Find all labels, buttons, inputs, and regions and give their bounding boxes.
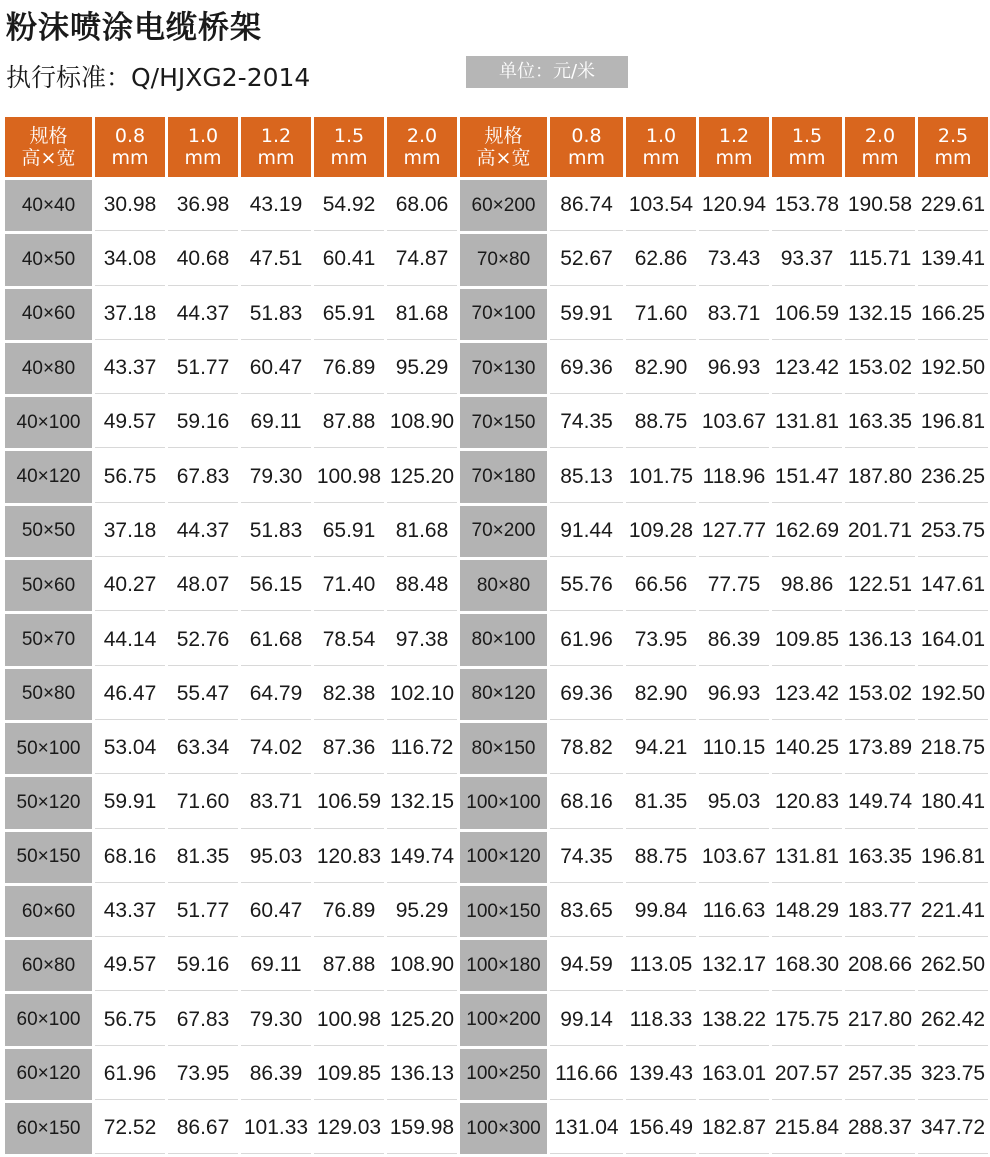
- price-cell: 77.75: [699, 560, 769, 611]
- column-header-line1: 1.0: [187, 125, 219, 147]
- column-header-line2: mm: [111, 147, 149, 169]
- table-row: [5, 669, 988, 720]
- price-cell: 73.95: [626, 614, 696, 665]
- spec-cell: 50×60: [5, 560, 92, 611]
- price-cell: 163.35: [845, 832, 915, 883]
- price-cell: 113.05: [626, 940, 696, 991]
- price-cell: 71.60: [168, 777, 238, 828]
- price-cell: 59.91: [95, 777, 165, 828]
- price-cell: 88.75: [626, 832, 696, 883]
- column-header-line1: 2.0: [406, 125, 438, 147]
- price-cell: 36.98: [168, 180, 238, 231]
- price-cell: 61.96: [550, 614, 623, 665]
- price-cell: 37.18: [95, 506, 165, 557]
- price-cell: 68.16: [550, 777, 623, 828]
- price-cell: 51.77: [168, 343, 238, 394]
- price-cell: 51.83: [241, 506, 311, 557]
- price-cell: 125.20: [387, 994, 457, 1045]
- price-cell: 159.98: [387, 1103, 457, 1154]
- table-row: [5, 180, 988, 231]
- table-header-row: [5, 117, 988, 177]
- standard-label: 执行标准：Q/HJXG2-2014: [6, 63, 311, 92]
- price-cell: 95.03: [699, 777, 769, 828]
- column-header-thickness: [387, 117, 457, 177]
- price-cell: 201.71: [845, 506, 915, 557]
- spec-cell: 80×120: [460, 669, 547, 720]
- column-header-line2: mm: [403, 147, 441, 169]
- price-cell: 72.52: [95, 1103, 165, 1154]
- price-cell: 86.74: [550, 180, 623, 231]
- spec-cell: 70×200: [460, 506, 547, 557]
- price-cell: 51.77: [168, 886, 238, 937]
- price-cell: 156.49: [626, 1103, 696, 1154]
- price-cell: 215.84: [772, 1103, 842, 1154]
- spec-cell: 60×60: [5, 886, 92, 937]
- price-cell: 110.15: [699, 723, 769, 774]
- price-cell: 96.93: [699, 669, 769, 720]
- price-cell: 207.57: [772, 1049, 842, 1100]
- price-cell: 183.77: [845, 886, 915, 937]
- price-cell: 129.03: [314, 1103, 384, 1154]
- price-cell: 46.47: [95, 669, 165, 720]
- column-header-line1: 1.5: [333, 125, 365, 147]
- price-cell: 83.71: [699, 289, 769, 340]
- price-cell: 131.04: [550, 1103, 623, 1154]
- price-cell: 120.83: [772, 777, 842, 828]
- price-cell: 151.47: [772, 451, 842, 502]
- price-cell: 123.42: [772, 343, 842, 394]
- price-cell: 173.89: [845, 723, 915, 774]
- column-header-thickness: [772, 117, 842, 177]
- column-header-thickness: [241, 117, 311, 177]
- price-cell: 67.83: [168, 451, 238, 502]
- spec-cell: 100×250: [460, 1049, 547, 1100]
- table-body: [5, 180, 988, 1154]
- price-cell: 140.25: [772, 723, 842, 774]
- price-cell: 43.37: [95, 886, 165, 937]
- price-table: [2, 114, 990, 1157]
- price-cell: 40.27: [95, 560, 165, 611]
- column-header-line1: 1.5: [791, 125, 823, 147]
- price-cell: 71.60: [626, 289, 696, 340]
- price-cell: 138.22: [699, 994, 769, 1045]
- price-cell: 149.74: [845, 777, 915, 828]
- price-cell: 76.89: [314, 886, 384, 937]
- price-cell: 187.80: [845, 451, 915, 502]
- spec-cell: 60×200: [460, 180, 547, 231]
- price-cell: 109.85: [314, 1049, 384, 1100]
- price-cell: 59.16: [168, 397, 238, 448]
- price-cell: 132.15: [845, 289, 915, 340]
- price-cell: 164.01: [918, 614, 988, 665]
- column-header-spec: [5, 117, 92, 177]
- price-cell: 94.59: [550, 940, 623, 991]
- table-row: [5, 777, 988, 828]
- column-header-line2: mm: [715, 147, 753, 169]
- price-cell: 109.85: [772, 614, 842, 665]
- price-cell: 51.83: [241, 289, 311, 340]
- price-cell: 64.79: [241, 669, 311, 720]
- price-cell: 47.51: [241, 234, 311, 285]
- column-header-thickness: [168, 117, 238, 177]
- price-cell: 87.88: [314, 940, 384, 991]
- price-cell: 69.11: [241, 397, 311, 448]
- spec-cell: 40×120: [5, 451, 92, 502]
- table-row: [5, 832, 988, 883]
- price-cell: 106.59: [314, 777, 384, 828]
- price-cell: 34.08: [95, 234, 165, 285]
- price-cell: 53.04: [95, 723, 165, 774]
- price-cell: 229.61: [918, 180, 988, 231]
- price-cell: 65.91: [314, 289, 384, 340]
- price-cell: 123.42: [772, 669, 842, 720]
- price-cell: 106.59: [772, 289, 842, 340]
- price-cell: 81.68: [387, 289, 457, 340]
- price-cell: 116.72: [387, 723, 457, 774]
- price-cell: 163.35: [845, 397, 915, 448]
- column-header-line1: 0.8: [114, 125, 146, 147]
- price-cell: 37.18: [95, 289, 165, 340]
- page-title: 粉沫喷涂电缆桥架: [6, 10, 262, 46]
- price-cell: 116.66: [550, 1049, 623, 1100]
- price-cell: 115.71: [845, 234, 915, 285]
- column-header-thickness: [95, 117, 165, 177]
- price-cell: 131.81: [772, 832, 842, 883]
- price-cell: 54.92: [314, 180, 384, 231]
- price-cell: 86.67: [168, 1103, 238, 1154]
- price-cell: 95.29: [387, 343, 457, 394]
- price-cell: 118.96: [699, 451, 769, 502]
- column-header-line1: 2.5: [937, 125, 969, 147]
- table-row: [5, 234, 988, 285]
- price-cell: 125.20: [387, 451, 457, 502]
- price-cell: 190.58: [845, 180, 915, 231]
- price-cell: 56.75: [95, 994, 165, 1045]
- price-cell: 139.43: [626, 1049, 696, 1100]
- price-cell: 44.37: [168, 289, 238, 340]
- price-cell: 81.35: [168, 832, 238, 883]
- price-cell: 101.75: [626, 451, 696, 502]
- table-row: [5, 1049, 988, 1100]
- price-cell: 87.36: [314, 723, 384, 774]
- spec-cell: 70×180: [460, 451, 547, 502]
- price-cell: 162.69: [772, 506, 842, 557]
- price-cell: 87.88: [314, 397, 384, 448]
- price-cell: 148.29: [772, 886, 842, 937]
- column-header-line2: mm: [788, 147, 826, 169]
- price-cell: 323.75: [918, 1049, 988, 1100]
- price-cell: 91.44: [550, 506, 623, 557]
- price-cell: 30.98: [95, 180, 165, 231]
- price-cell: 62.86: [626, 234, 696, 285]
- price-cell: 73.95: [168, 1049, 238, 1100]
- price-cell: 95.29: [387, 886, 457, 937]
- column-header-thickness: [699, 117, 769, 177]
- spec-cell: 40×40: [5, 180, 92, 231]
- price-cell: 48.07: [168, 560, 238, 611]
- price-cell: 63.34: [168, 723, 238, 774]
- spec-cell: 40×80: [5, 343, 92, 394]
- column-header-line2: mm: [330, 147, 368, 169]
- spec-cell: 60×100: [5, 994, 92, 1045]
- price-cell: 86.39: [699, 614, 769, 665]
- price-cell: 74.02: [241, 723, 311, 774]
- price-cell: 86.39: [241, 1049, 311, 1100]
- price-cell: 122.51: [845, 560, 915, 611]
- price-table-container: [2, 114, 988, 1157]
- price-cell: 102.10: [387, 669, 457, 720]
- price-cell: 208.66: [845, 940, 915, 991]
- price-cell: 108.90: [387, 940, 457, 991]
- price-cell: 56.15: [241, 560, 311, 611]
- price-cell: 192.50: [918, 343, 988, 394]
- price-cell: 347.72: [918, 1103, 988, 1154]
- column-header-line1: 1.2: [260, 125, 292, 147]
- price-cell: 82.38: [314, 669, 384, 720]
- price-cell: 166.25: [918, 289, 988, 340]
- price-cell: 71.40: [314, 560, 384, 611]
- price-cell: 44.14: [95, 614, 165, 665]
- spec-cell: 100×150: [460, 886, 547, 937]
- price-cell: 221.41: [918, 886, 988, 937]
- table-row: [5, 723, 988, 774]
- price-cell: 120.94: [699, 180, 769, 231]
- spec-cell: 70×130: [460, 343, 547, 394]
- price-cell: 116.63: [699, 886, 769, 937]
- spec-cell: 50×100: [5, 723, 92, 774]
- price-cell: 147.61: [918, 560, 988, 611]
- price-cell: 85.13: [550, 451, 623, 502]
- price-cell: 74.35: [550, 397, 623, 448]
- spec-cell: 80×80: [460, 560, 547, 611]
- spec-cell: 70×80: [460, 234, 547, 285]
- price-cell: 59.91: [550, 289, 623, 340]
- price-cell: 55.76: [550, 560, 623, 611]
- price-cell: 149.74: [387, 832, 457, 883]
- spec-cell: 50×70: [5, 614, 92, 665]
- price-cell: 288.37: [845, 1103, 915, 1154]
- price-cell: 109.28: [626, 506, 696, 557]
- price-cell: 59.16: [168, 940, 238, 991]
- table-row: [5, 1103, 988, 1154]
- price-cell: 44.37: [168, 506, 238, 557]
- price-cell: 99.14: [550, 994, 623, 1045]
- table-row: [5, 343, 988, 394]
- price-cell: 103.54: [626, 180, 696, 231]
- price-cell: 43.37: [95, 343, 165, 394]
- column-header-thickness: [314, 117, 384, 177]
- column-header-line2: mm: [257, 147, 295, 169]
- price-cell: 79.30: [241, 451, 311, 502]
- price-cell: 132.17: [699, 940, 769, 991]
- column-header-thickness: [626, 117, 696, 177]
- column-header-line1: 规格: [29, 125, 68, 147]
- price-cell: 139.41: [918, 234, 988, 285]
- column-header-thickness: [845, 117, 915, 177]
- price-cell: 196.81: [918, 397, 988, 448]
- price-cell: 217.80: [845, 994, 915, 1045]
- price-cell: 97.38: [387, 614, 457, 665]
- price-cell: 52.76: [168, 614, 238, 665]
- price-cell: 131.81: [772, 397, 842, 448]
- column-header-line2: 高×宽: [476, 147, 531, 169]
- column-header-thickness: [918, 117, 988, 177]
- spec-cell: 80×100: [460, 614, 547, 665]
- table-row: [5, 397, 988, 448]
- column-header-line1: 2.0: [864, 125, 896, 147]
- price-cell: 99.84: [626, 886, 696, 937]
- price-cell: 127.77: [699, 506, 769, 557]
- spec-cell: 100×180: [460, 940, 547, 991]
- price-cell: 83.65: [550, 886, 623, 937]
- price-cell: 182.87: [699, 1103, 769, 1154]
- price-cell: 78.54: [314, 614, 384, 665]
- price-cell: 69.36: [550, 343, 623, 394]
- price-cell: 120.83: [314, 832, 384, 883]
- spec-cell: 40×60: [5, 289, 92, 340]
- price-cell: 192.50: [918, 669, 988, 720]
- price-cell: 65.91: [314, 506, 384, 557]
- spec-cell: 60×120: [5, 1049, 92, 1100]
- spec-cell: 80×150: [460, 723, 547, 774]
- price-cell: 94.21: [626, 723, 696, 774]
- table-row: [5, 940, 988, 991]
- spec-cell: 50×50: [5, 506, 92, 557]
- price-cell: 61.96: [95, 1049, 165, 1100]
- price-cell: 60.41: [314, 234, 384, 285]
- price-cell: 74.35: [550, 832, 623, 883]
- price-cell: 218.75: [918, 723, 988, 774]
- spec-cell: 100×120: [460, 832, 547, 883]
- price-cell: 43.19: [241, 180, 311, 231]
- price-cell: 81.35: [626, 777, 696, 828]
- price-cell: 93.37: [772, 234, 842, 285]
- price-cell: 136.13: [845, 614, 915, 665]
- price-cell: 74.87: [387, 234, 457, 285]
- price-cell: 108.90: [387, 397, 457, 448]
- price-cell: 262.50: [918, 940, 988, 991]
- column-header-line2: mm: [861, 147, 899, 169]
- column-header-line2: mm: [567, 147, 606, 169]
- table-row: [5, 614, 988, 665]
- spec-cell: 60×80: [5, 940, 92, 991]
- price-cell: 60.47: [241, 343, 311, 394]
- table-row: [5, 886, 988, 937]
- table-row: [5, 289, 988, 340]
- column-header-line1: 0.8: [571, 125, 602, 147]
- price-cell: 67.83: [168, 994, 238, 1045]
- spec-cell: 100×200: [460, 994, 547, 1045]
- price-cell: 95.03: [241, 832, 311, 883]
- price-cell: 76.89: [314, 343, 384, 394]
- spec-cell: 100×100: [460, 777, 547, 828]
- price-cell: 100.98: [314, 451, 384, 502]
- price-cell: 81.68: [387, 506, 457, 557]
- table-row: [5, 994, 988, 1045]
- price-cell: 78.82: [550, 723, 623, 774]
- price-cell: 153.02: [845, 343, 915, 394]
- price-cell: 69.36: [550, 669, 623, 720]
- price-cell: 68.16: [95, 832, 165, 883]
- price-cell: 82.90: [626, 669, 696, 720]
- price-cell: 118.33: [626, 994, 696, 1045]
- price-cell: 196.81: [918, 832, 988, 883]
- column-header-spec: [460, 117, 547, 177]
- price-cell: 66.56: [626, 560, 696, 611]
- column-header-line2: 高×宽: [21, 147, 76, 169]
- spec-cell: 70×100: [460, 289, 547, 340]
- price-cell: 175.75: [772, 994, 842, 1045]
- table-row: [5, 560, 988, 611]
- price-cell: 61.68: [241, 614, 311, 665]
- column-header-line2: mm: [934, 147, 972, 169]
- price-cell: 88.75: [626, 397, 696, 448]
- price-cell: 168.30: [772, 940, 842, 991]
- price-cell: 82.90: [626, 343, 696, 394]
- price-cell: 101.33: [241, 1103, 311, 1154]
- price-cell: 96.93: [699, 343, 769, 394]
- price-cell: 79.30: [241, 994, 311, 1045]
- price-cell: 55.47: [168, 669, 238, 720]
- price-cell: 132.15: [387, 777, 457, 828]
- price-cell: 88.48: [387, 560, 457, 611]
- spec-cell: 60×150: [5, 1103, 92, 1154]
- price-cell: 262.42: [918, 994, 988, 1045]
- price-cell: 136.13: [387, 1049, 457, 1100]
- price-cell: 49.57: [95, 940, 165, 991]
- spec-cell: 70×150: [460, 397, 547, 448]
- table-row: [5, 506, 988, 557]
- spec-cell: 40×100: [5, 397, 92, 448]
- price-cell: 103.67: [699, 832, 769, 883]
- price-cell: 257.35: [845, 1049, 915, 1100]
- price-cell: 73.43: [699, 234, 769, 285]
- price-cell: 60.47: [241, 886, 311, 937]
- price-cell: 98.86: [772, 560, 842, 611]
- price-cell: 52.67: [550, 234, 623, 285]
- column-header-line2: mm: [184, 147, 222, 169]
- price-cell: 163.01: [699, 1049, 769, 1100]
- price-cell: 49.57: [95, 397, 165, 448]
- spec-cell: 50×150: [5, 832, 92, 883]
- spec-cell: 100×300: [460, 1103, 547, 1154]
- column-header-line1: 1.0: [645, 125, 677, 147]
- column-header-line1: 规格: [484, 125, 523, 147]
- column-header-line2: mm: [642, 147, 680, 169]
- column-header-line1: 1.2: [718, 125, 750, 147]
- price-cell: 100.98: [314, 994, 384, 1045]
- price-cell: 180.41: [918, 777, 988, 828]
- price-cell: 56.75: [95, 451, 165, 502]
- spec-cell: 50×120: [5, 777, 92, 828]
- price-cell: 253.75: [918, 506, 988, 557]
- price-cell: 83.71: [241, 777, 311, 828]
- table-row: [5, 451, 988, 502]
- spec-cell: 40×50: [5, 234, 92, 285]
- price-cell: 103.67: [699, 397, 769, 448]
- price-cell: 153.78: [772, 180, 842, 231]
- spec-cell: 50×80: [5, 669, 92, 720]
- price-cell: 153.02: [845, 669, 915, 720]
- column-header-thickness: [550, 117, 623, 177]
- price-cell: 68.06: [387, 180, 457, 231]
- unit-badge: 单位：元/米: [466, 56, 628, 88]
- price-cell: 236.25: [918, 451, 988, 502]
- price-cell: 69.11: [241, 940, 311, 991]
- price-cell: 40.68: [168, 234, 238, 285]
